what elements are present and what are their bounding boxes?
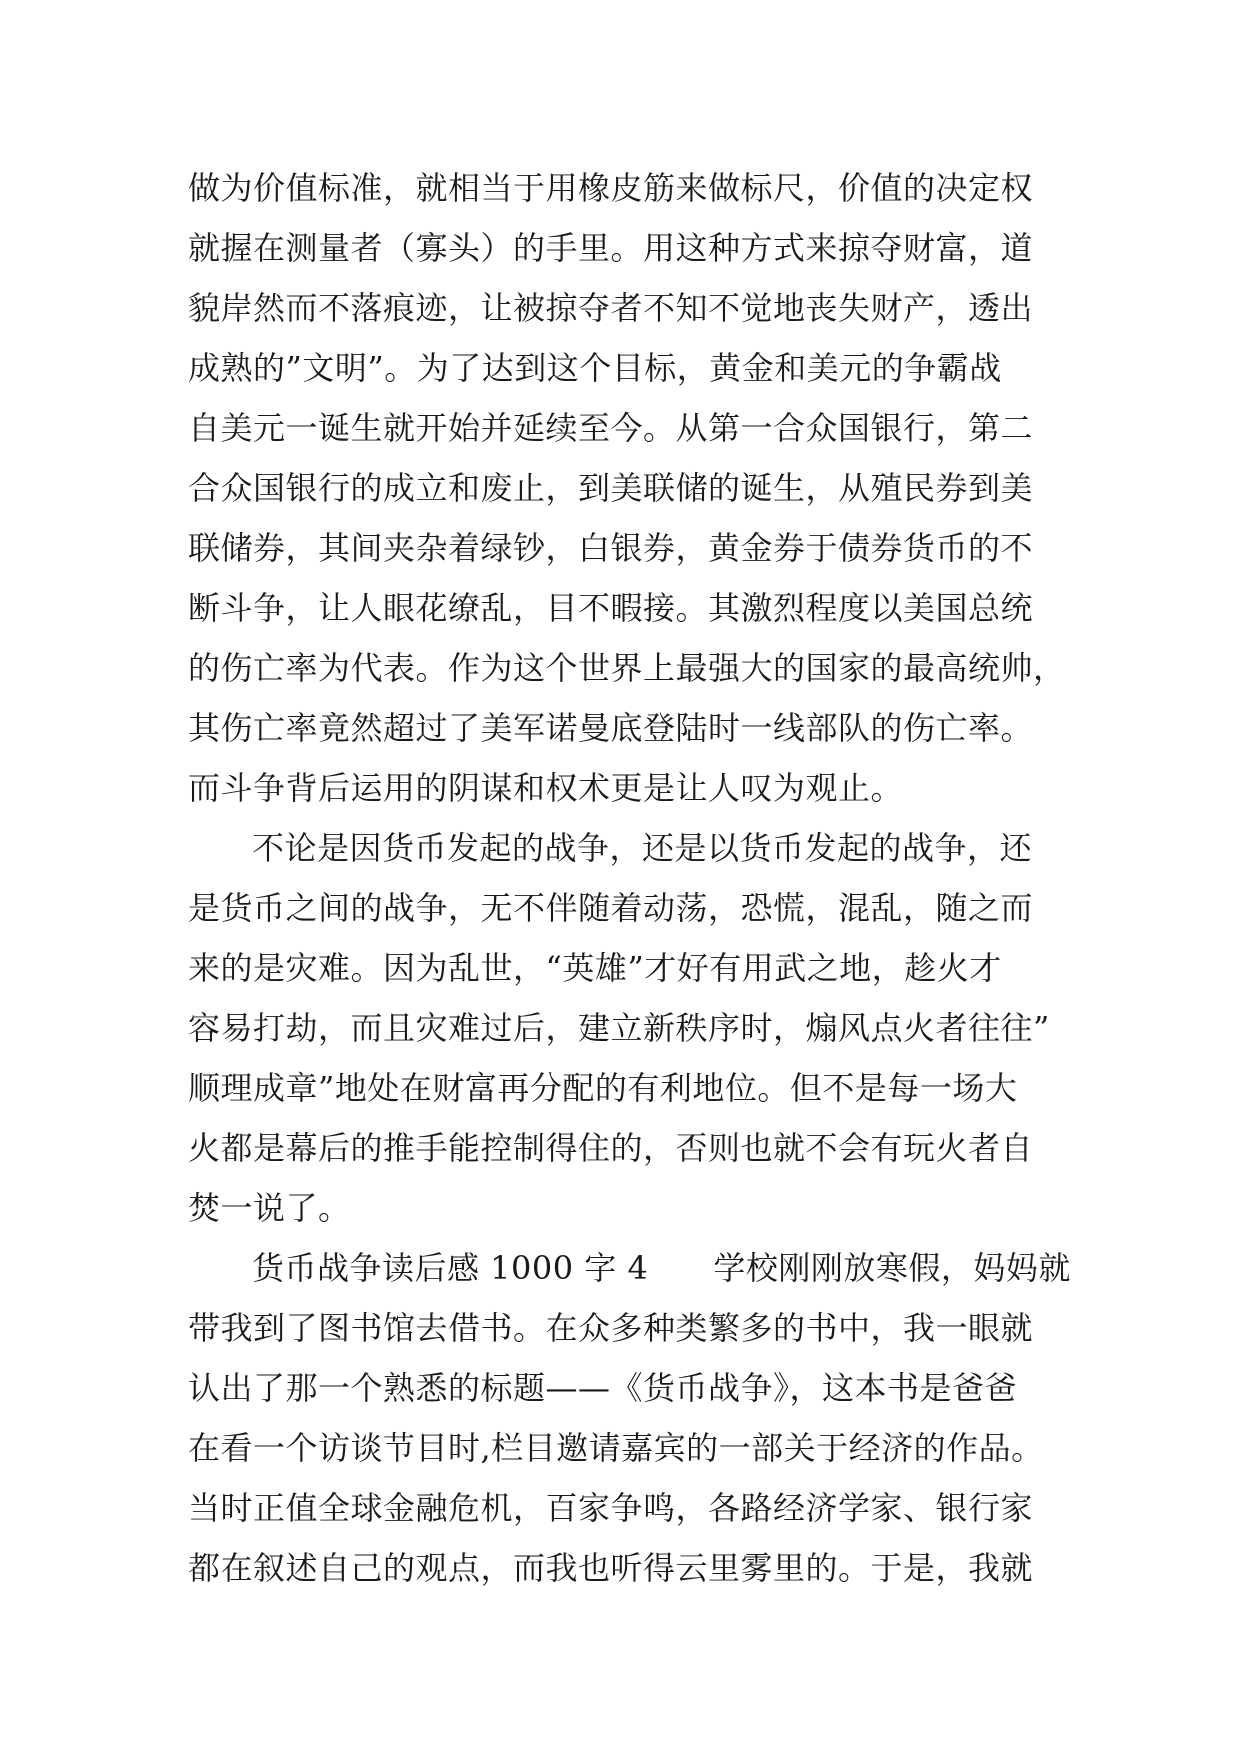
text-line: 认出了那一个熟悉的标题——《货币战争》，这本书是爸爸 (188, 1369, 1018, 1407)
text-line: 而斗争背后运用的阴谋和权术更是让人叹为观止。 (188, 769, 904, 807)
text-line: 顺理成章”地处在财富再分配的有利地位。但不是每一场大 (188, 1069, 1018, 1107)
text-line: 带我到了图书馆去借书。在众多种类繁多的书中，我一眼就 (188, 1309, 1034, 1347)
paragraph-start-line: 不论是因货币发起的战争，还是以货币发起的战争，还 (252, 829, 1033, 867)
text-line: 做为价值标准，就相当于用橡皮筋来做标尺，价值的决定权 (188, 169, 1034, 207)
text-line: 容易打劫，而且灾难过后，建立新秩序时，煽风点火者往往” (188, 1009, 1050, 1047)
text-line: 其伤亡率竟然超过了美军诺曼底登陆时一线部队的伤亡率。 (188, 709, 1034, 747)
text-line: 联储券，其间夹杂着绿钞，白银券，黄金券于债券货币的不 (188, 529, 1034, 567)
text-line: 断斗争，让人眼花缭乱，目不暇接。其激烈程度以美国总统 (188, 589, 1034, 627)
text-line: 火都是幕后的推手能控制得住的，否则也就不会有玩火者自 (188, 1129, 1034, 1167)
text-line: 合众国银行的成立和废止，到美联储的诞生，从殖民券到美 (188, 469, 1034, 507)
text-line: 在看一个访谈节目时,栏目邀请嘉宾的一部关于经济的作品。 (188, 1429, 1044, 1467)
text-line: 是货币之间的战争，无不伴随着动荡，恐慌，混乱，随之而 (188, 889, 1034, 927)
section-heading-line: 货币战争读后感 1000 字 4 学校刚刚放寒假，妈妈就 (252, 1249, 1071, 1287)
text-line: 当时正值全球金融危机，百家争鸣，各路经济学家、银行家 (188, 1489, 1034, 1527)
text-line: 焚一说了。 (188, 1189, 351, 1227)
document-body (188, 158, 1071, 1598)
text-line: 都在叙述自己的观点，而我也听得云里雾里的。于是，我就 (188, 1549, 1034, 1587)
text-line: 来的是灾难。因为乱世，“英雄”才好有用武之地，趁火才 (188, 949, 1002, 987)
text-line: 的伤亡率为代表。作为这个世界上最强大的国家的最高统帅， (188, 649, 1066, 687)
text-line: 成熟的”文明”。为了达到这个目标，黄金和美元的争霸战 (188, 349, 1002, 387)
text-line: 就握在测量者（寡头）的手里。用这种方式来掠夺财富，道 (188, 229, 1034, 267)
text-line: 貌岸然而不落痕迹，让被掠夺者不知不觉地丧失财产，透出 (188, 289, 1034, 327)
text-line: 自美元一诞生就开始并延续至今。从第一合众国银行，第二 (188, 409, 1034, 447)
